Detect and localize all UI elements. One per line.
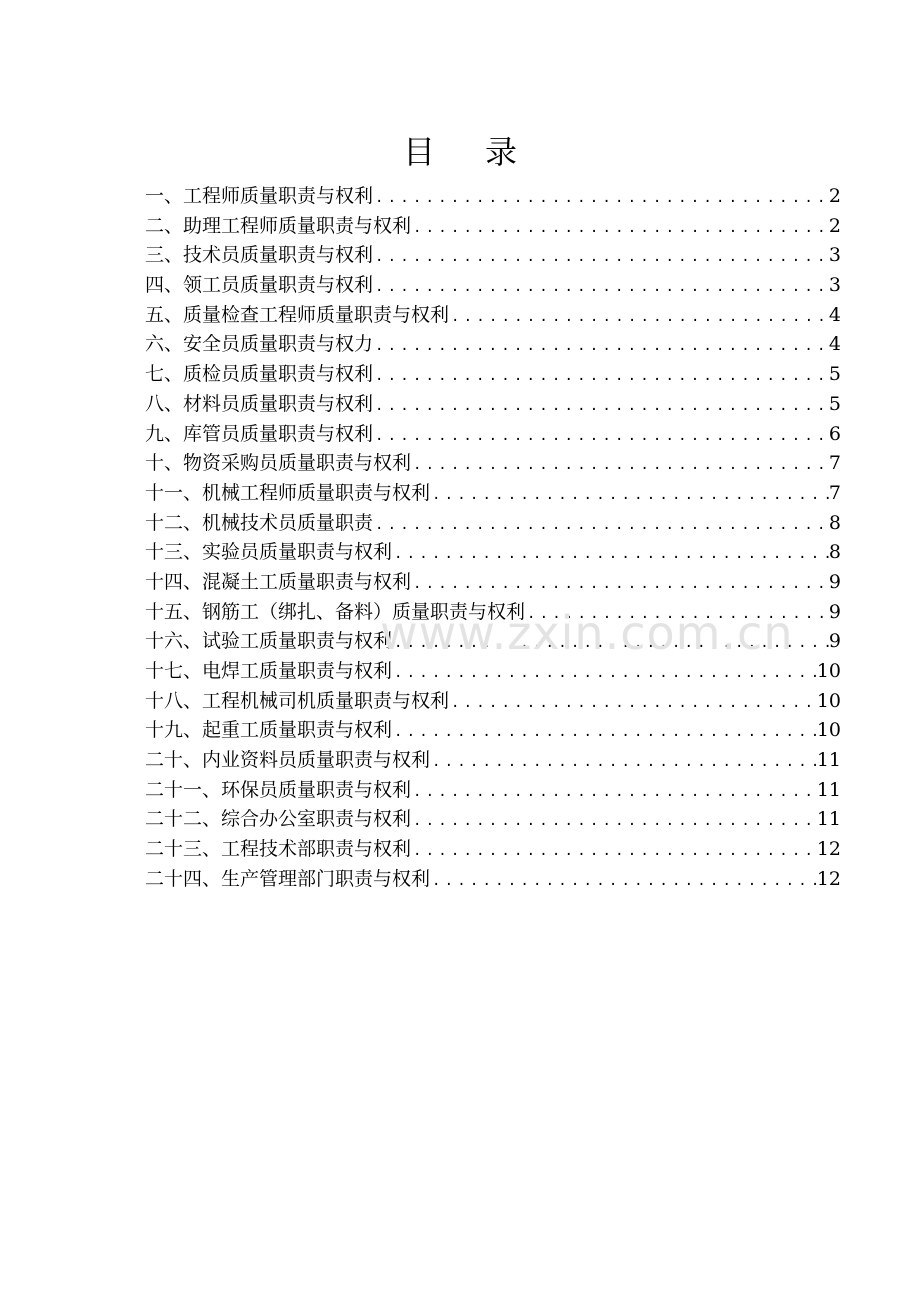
toc-leader-dots [373,332,829,360]
toc-leader-dots [411,214,829,242]
toc-entry[interactable] [145,182,841,212]
toc-entry-page: 5 [828,363,841,386]
toc-entry-page: 3 [828,244,841,267]
toc-leader-dots [449,303,829,331]
toc-entry-page: 6 [828,422,841,445]
toc-entry[interactable] [145,479,841,509]
toc-entry-page: 8 [828,541,841,564]
toc-leader-dots [373,422,829,450]
toc-leader-dots [411,807,817,835]
toc-leader-dots [392,659,817,687]
toc-entry[interactable] [145,746,841,776]
toc-leader-dots [411,451,829,479]
toc-entry-page: 9 [828,630,841,653]
toc-leader-dots [392,718,817,746]
toc-leader-dots [430,867,817,895]
toc-entry[interactable] [145,805,841,835]
toc-entry[interactable] [145,776,841,806]
toc-entry-label: 十三、实验员质量职责与权利 [145,541,393,564]
toc-entry-label: 十、物资采购员质量职责与权利 [145,452,412,475]
toc-entry[interactable] [145,449,841,479]
toc-entry-page: 2 [828,185,841,207]
toc-entry-label: 二十三、工程技术部职责与权利 [145,838,412,861]
toc-entry-page: 11 [816,749,841,772]
toc-entry-page: 5 [828,392,841,415]
toc-entry-label: 十九、起重工质量职责与权利 [145,719,393,742]
toc-leader-dots [392,540,829,568]
toc-leader-dots [411,570,829,598]
toc-entry-page: 4 [828,303,841,326]
toc-entry[interactable] [145,598,841,628]
toc-leader-dots [373,184,829,212]
toc-entry-label: 二、助理工程师质量职责与权利 [145,214,412,237]
toc-entry[interactable] [145,360,841,390]
toc-entry-label: 十八、工程机械司机质量职责与权利 [145,689,450,712]
toc-entry-page: 9 [828,600,841,623]
toc-entry[interactable] [145,716,841,746]
toc-entry-page: 10 [816,660,841,682]
toc-entry-label: 三、技术员质量职责与权利 [145,244,374,267]
toc-entry-label: 二十二、综合办公室职责与权利 [145,808,412,831]
toc-entry-label: 二十一、环保员质量职责与权利 [145,778,412,801]
toc-entry-label: 八、材料员质量职责与权利 [145,392,374,415]
toc-entry-page: 12 [816,867,841,890]
toc-entry[interactable] [145,420,841,450]
toc-leader-dots [373,511,829,539]
toc-entry[interactable] [145,657,841,687]
toc-leader-dots [373,362,829,390]
toc-entry-page: 12 [816,838,841,861]
toc-entry-label: 一、工程师质量职责与权利 [145,185,374,207]
toc-leader-dots [411,837,817,865]
toc-title-part2: 录 [485,133,518,171]
toc-entry-label: 六、安全员质量职责与权力 [145,333,374,356]
toc-entry[interactable] [145,865,841,895]
toc-entry-label: 四、领工员质量职责与权利 [145,274,374,297]
toc-entry[interactable] [145,538,841,568]
toc-leader-dots [430,748,817,776]
toc-entry[interactable] [145,330,841,360]
toc-entry-label: 九、库管员质量职责与权利 [145,422,374,445]
toc-entry[interactable] [145,627,841,657]
toc-leader-dots [373,243,829,271]
toc-entry[interactable] [145,390,841,420]
toc-leader-dots [373,273,829,301]
toc-entry-label: 二十、内业资料员质量职责与权利 [145,749,431,772]
toc-entry[interactable] [145,301,841,331]
toc-entry-page: 11 [816,808,841,831]
toc-entry-page: 7 [828,452,841,475]
toc-entry-label: 五、质量检查工程师质量职责与权利 [145,303,450,326]
toc-entry-page: 8 [828,511,841,534]
toc-list [145,182,841,895]
toc-leader-dots [449,689,817,717]
watermark: www.zxin.com.cn [380,606,794,660]
toc-title-part1: 目 [402,133,435,171]
toc-entry[interactable] [145,509,841,539]
toc-leader-dots [430,481,829,509]
toc-entry-label: 十四、混凝土工质量职责与权利 [145,570,412,593]
toc-entry-label: 十六、试验工质量职责与权利 [145,630,393,653]
toc-title [0,128,920,176]
toc-entry-label: 二十四、生产管理部门职责与权利 [145,867,431,890]
toc-entry[interactable] [145,271,841,301]
toc-entry[interactable] [145,241,841,271]
toc-leader-dots [392,629,829,657]
toc-entry-label: 十二、机械技术员质量职责 [145,511,374,534]
toc-entry-page: 3 [828,274,841,297]
toc-entry[interactable] [145,835,841,865]
toc-entry-label: 十七、电焊工质量职责与权利 [145,660,393,682]
toc-entry-page: 2 [828,214,841,237]
toc-entry-page: 11 [816,778,841,801]
toc-leader-dots [525,600,829,628]
toc-entry-label: 七、质检员质量职责与权利 [145,363,374,386]
toc-leader-dots [411,778,817,806]
toc-entry-label: 十五、钢筋工（绑扎、备料）质量职责与权利 [145,600,526,623]
toc-leader-dots [373,392,829,420]
toc-entry-page: 7 [828,481,841,504]
toc-entry-page: 9 [828,570,841,593]
toc-entry[interactable] [145,212,841,242]
toc-entry[interactable] [145,568,841,598]
toc-entry-page: 4 [828,333,841,356]
toc-entry-page: 10 [816,719,841,742]
toc-entry[interactable] [145,687,841,717]
toc-entry-label: 十一、机械工程师质量职责与权利 [145,481,431,504]
toc-entry-page: 10 [816,689,841,712]
